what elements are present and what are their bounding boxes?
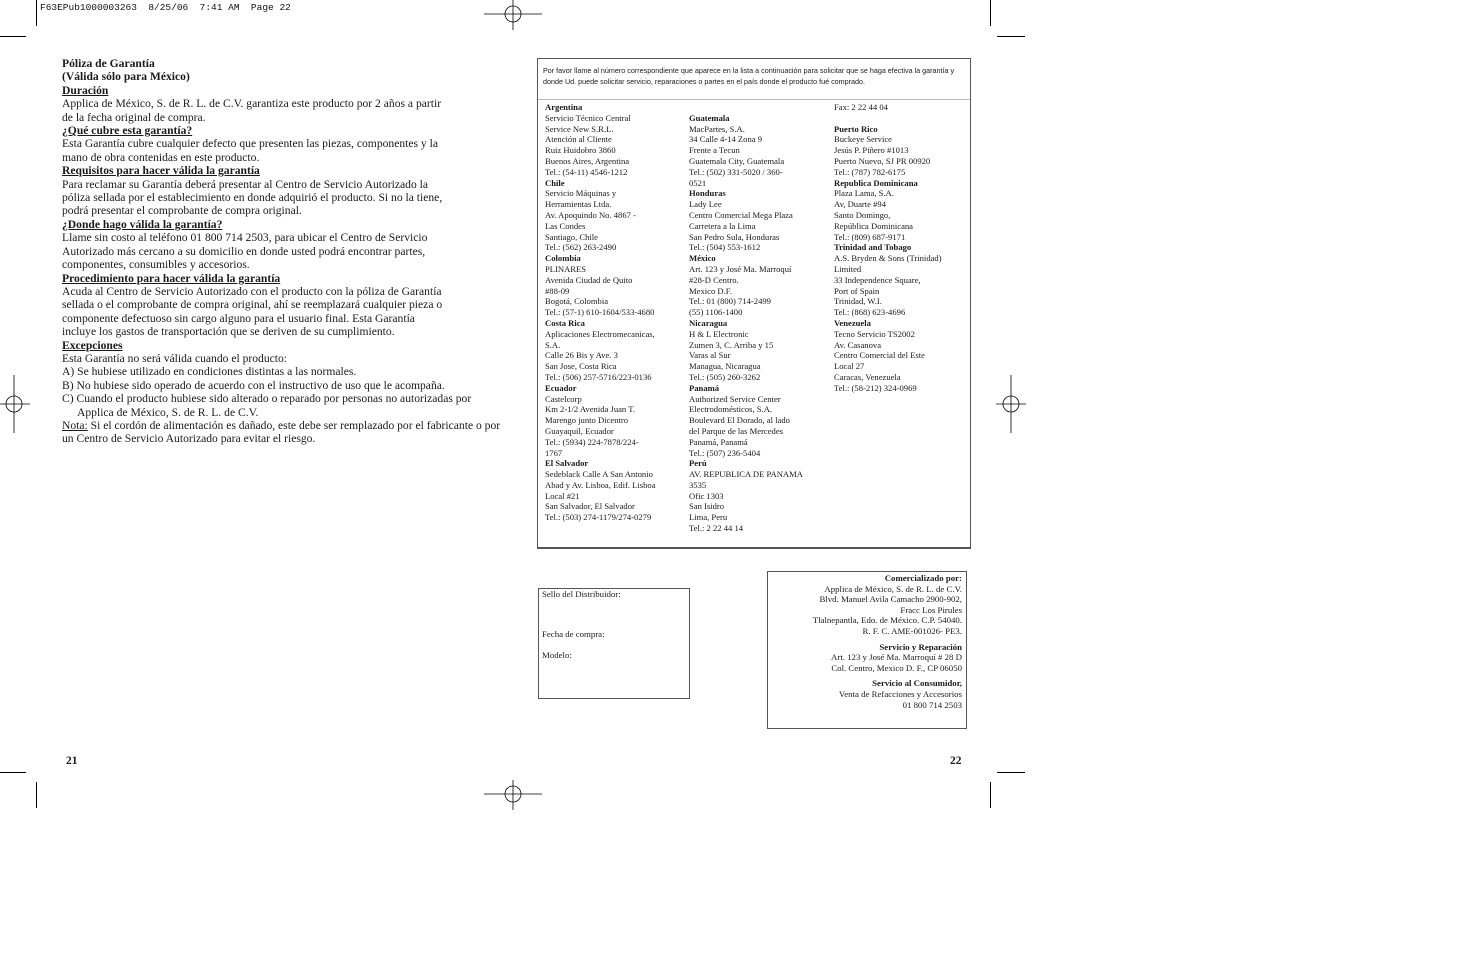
commercial-heading: Comercializado por: (884, 573, 962, 583)
country-name: Chile (545, 177, 565, 188)
address-line: San Pedro Sula, Honduras (689, 231, 780, 242)
address-line: Buckeye Service (834, 134, 892, 145)
warranty-policy (62, 57, 502, 446)
address-line: Tel.: (504) 553-1612 (689, 242, 761, 253)
address-line: Abad y Av. Lisboa, Edif. Lisboa (545, 479, 656, 490)
address-line: #88-09 (545, 285, 570, 296)
page-number-right: 22 (950, 755, 962, 767)
address-line: S.A. (545, 339, 561, 350)
exception-item: B) No hubiese sido operado de acuerdo con el instructivo de uso que le acompaña. (62, 378, 445, 392)
address-line: 3535 (689, 479, 707, 490)
address-line: Tel.: (5934) 224-7878/224- (545, 436, 639, 447)
address-line: República Dominicana (834, 220, 913, 231)
address-line: Centro Comercial Mega Plaza (689, 209, 793, 220)
section-line: componentes, consumibles y accesorios. (62, 258, 250, 272)
print-slug: F63EPub1000003263 8/25/06 7:41 AM Page 22 (40, 2, 291, 13)
section-heading: ¿Donde hago válida la garantía? (62, 217, 223, 231)
divider (538, 99, 970, 100)
address-line: 34 Calle 4-14 Zona 9 (689, 134, 763, 145)
address-line: Guayaquil, Ecuador (545, 425, 614, 436)
address-line: Panamá, Panamá (689, 436, 748, 447)
address-line: Tel.: (809) 687-9171 (834, 231, 906, 242)
address-line: Centro Comercial del Este (834, 350, 925, 361)
section-line: de la fecha original de compra. (62, 110, 206, 124)
service-heading: Servicio y Reparación (879, 641, 962, 652)
service-line: Art. 123 y José Ma. Marroquí # 28 D (831, 652, 962, 663)
address-line: Tel.: (506) 257-5716/223-0136 (545, 371, 652, 382)
service-directory-box (537, 58, 971, 549)
address-line: Local 27 (834, 361, 865, 372)
warranty-subtitle: (Válida sólo para México) (62, 70, 190, 84)
address-line: Zumen 3, C. Arriba y 15 (689, 339, 774, 350)
section-line: componente defectuoso sin cargo alguno para el usuario final. Esta Garantía (62, 311, 415, 325)
address-line: Jesús P. Piñero #1013 (834, 145, 909, 156)
country-name: Costa Rica (545, 317, 585, 328)
address-line: Tecno Servicio TS2002 (834, 328, 915, 339)
country-name: Guatemala (689, 112, 730, 123)
address-line: Lima, Peru (689, 512, 728, 523)
address-line: Local #21 (545, 490, 580, 501)
crop-mark (990, 0, 991, 26)
registration-mark-left (0, 375, 30, 433)
address-line: Tel.: 2 22 44 14 (689, 523, 744, 534)
crop-mark (997, 772, 1025, 773)
section-heading: Requisitos para hacer válida la garantía (62, 164, 260, 178)
address-line: Calle 26 Bis y Ave. 3 (545, 350, 618, 361)
address-line: MacPartes, S.A. (689, 123, 745, 134)
address-line: Service New S.R.L. (545, 123, 614, 134)
address-line: Marengo junto Dicentro (545, 415, 629, 426)
address-line: Guatemala City, Guatemala (689, 155, 785, 166)
section-line: Para reclamar su Garantía deberá presentar al Centro de Servicio Autorizado la (62, 177, 429, 191)
address-line: Frente a Tecun (689, 145, 740, 156)
section-line: Acuda al Centro de Servicio Autorizado con el producto con la póliza de Garantía (62, 284, 442, 298)
address-line: Av. Apoquindo No. 4867 - (545, 209, 636, 220)
address-line: Tel.: (57-1) 610-1604/533-4680 (545, 307, 655, 318)
address-line: Km 2-1/2 Avenida Juan T. (545, 404, 635, 415)
address-line: Electrodomésticos, S.A. (689, 404, 773, 415)
address-line: Tel.: (787) 782-6175 (834, 166, 906, 177)
commercial-info-box (767, 571, 967, 729)
crop-mark (0, 772, 26, 773)
section-line: Esta Garantía cubre cualquier defecto que presenten las piezas, componentes y la (62, 137, 438, 151)
directory-column-1 (545, 102, 656, 523)
address-line: del Parque de las Mercedes (689, 425, 784, 436)
exception-item: C) Cuando el producto hubiese sido alterado o reparado por personas no autorizadas por Applica de México, S. de R. L. de C.V. (62, 392, 472, 419)
country-name: Perú (689, 458, 707, 469)
crop-mark (990, 782, 991, 808)
address-line: Fax: 2 22 44 04 (834, 102, 888, 112)
address-line (689, 102, 803, 113)
address-line: Buenos Aires, Argentina (545, 155, 630, 166)
country-name: Trinidad and Tobago (834, 242, 912, 253)
country-name: Ecuador (545, 382, 577, 393)
address-line: Santiago, Chile (545, 231, 598, 242)
address-line: (55) 1106-1400 (689, 307, 743, 318)
section-line: Autorizado más cercano a su domicilio en donde usted podrá encontrar partes, (62, 244, 426, 258)
address-line: Santo Domingo, (834, 209, 891, 220)
address-line: Varas al Sur (689, 350, 731, 361)
address-line: Atención al Cliente (545, 134, 612, 145)
country-name: Argentina (545, 102, 583, 112)
commercial-line: R. F. C. AME-001026- PE3. (862, 625, 962, 636)
section-line: podrá presentar el comprobante de compra original. (62, 204, 302, 218)
page-number-left: 21 (66, 755, 78, 767)
service-line: Col. Centro, Mexico D. F., CP 06050 (831, 662, 962, 673)
address-line: Tel.: (505) 260-3262 (689, 371, 761, 382)
address-line: Av, Duarte #94 (834, 199, 887, 210)
address-line: Carretera a la Lima (689, 220, 756, 231)
address-line: Tel.: (54-11) 4546-1212 (545, 166, 628, 177)
section-line: sellada o el comprobante de compra original, ahí se reemplazará cualquier pieza o (62, 298, 443, 312)
address-line: PLINARES (545, 263, 587, 274)
address-line: Tel.: (503) 274-1179/274-0279 (545, 512, 652, 523)
note-text: Si el cordón de alimentación es dañado, este debe ser remplazado por el fabricante o por un Centro de Servicio Autorizado para evitar el riesgo. (62, 418, 501, 446)
consumer-line: Venta de Refacciones y Accesorios (838, 688, 962, 699)
address-line: 1767 (545, 447, 563, 458)
address-line: A.S. Bryden & Sons (Trinidad) (834, 253, 942, 264)
address-line: Tel.: (507) 236-5404 (689, 447, 761, 458)
warranty-title: Póliza de Garantía (62, 57, 155, 70)
country-name: Colombia (545, 253, 581, 264)
address-line: 33 Independence Square, (834, 274, 921, 285)
address-line: Authorized Service Center (689, 393, 781, 404)
section-heading: ¿Qué cubre esta garantía? (62, 124, 193, 138)
section-heading: Procedimiento para hacer válida la garantía (62, 271, 281, 285)
country-name: México (689, 253, 716, 264)
commercial-line: Applica de México, S. de R. L. de C.V. (824, 583, 962, 594)
registration-mark-bottom (484, 780, 542, 810)
purchase-date-label: Fecha de compra: (542, 629, 605, 639)
address-line: H & L Electronic (689, 328, 749, 339)
address-line: #28-D Centro. (689, 274, 739, 285)
section-line: Esta Garantía no será válida cuando el producto: (62, 351, 288, 365)
commercial-line: Tlalnepantla, Edo. de México. C.P. 54040. (812, 615, 962, 626)
address-line: Aplicaciones Electromecanicas, (545, 328, 655, 339)
address-line: Ruiz Huidobro 3860 (545, 145, 616, 156)
crop-mark (36, 782, 37, 808)
note (62, 419, 502, 446)
address-line: Avenida Ciudad de Quito (545, 274, 633, 285)
country-name: Panamá (689, 382, 720, 393)
country-name: Republica Dominicana (834, 177, 918, 188)
commercial-line: Fracc Los Pirules (900, 604, 962, 615)
address-line: Port of Spain (834, 285, 880, 296)
crop-mark (997, 36, 1025, 37)
distributor-seal-box (538, 588, 690, 699)
address-line: Tel.: (562) 263-2490 (545, 242, 617, 253)
distributor-seal-label: Sello del Distribuidor: (542, 589, 621, 599)
address-line: Sedeblack Calle A San Antonio (545, 469, 653, 480)
address-line: Av. Casanova (834, 339, 882, 350)
registration-mark-top (484, 0, 542, 30)
address-line: Trinidad, W.I. (834, 296, 882, 307)
address-line: Ofic 1303 (689, 490, 724, 501)
address-line: Servicio Técnico Central (545, 112, 631, 123)
address-line: Las Condes (545, 220, 586, 231)
address-line: Herramientas Ltda. (545, 199, 612, 210)
address-line: Plaza Lama, S.A. (834, 188, 894, 199)
address-line: San Salvador, El Salvador (545, 501, 635, 512)
section-line: incluye los gastos de transportación que se deriven de su cumplimiento. (62, 325, 395, 339)
address-line: 0521 (689, 177, 707, 188)
address-line: Caracas, Venezuela (834, 371, 901, 382)
section-line: mano de obra contenidas en este producto. (62, 150, 260, 164)
address-line (834, 113, 942, 124)
address-line: Art. 123 y José Ma. Marroquí (689, 263, 792, 274)
section-line: Applica de México, S. de R. L. de C.V. garantiza este producto por 2 años a partir (62, 97, 442, 111)
address-line: Tel.: (58-212) 324-0969 (834, 382, 917, 393)
directory-column-3 (834, 102, 942, 394)
address-line: San Jose, Costa Rica (545, 361, 617, 372)
section-line: póliza sellada por el establecimiento en donde adquirió el producto. Si no la tiene, (62, 191, 443, 205)
country-name: Puerto Rico (834, 123, 878, 134)
address-line: Mexico D.F. (689, 285, 732, 296)
address-line: Servicio Máquinas y (545, 188, 617, 199)
country-name: Venezuela (834, 317, 871, 328)
exception-item: A) Se hubiese utilizado en condiciones distintas a las normales. (62, 365, 357, 379)
address-line: AV. REPUBLICA DE PANAMA (689, 469, 803, 480)
address-line: Tel.: (868) 623-4696 (834, 307, 906, 318)
section-heading: Excepciones (62, 338, 123, 352)
address-line: Castelcorp (545, 393, 582, 404)
country-name: El Salvador (545, 458, 589, 469)
address-line: Tel.: 01 (800) 714-2499 (689, 296, 771, 307)
country-name: Honduras (689, 188, 726, 199)
note-label: Nota: (62, 418, 88, 432)
address-line: Lady Lee (689, 199, 722, 210)
address-line: Limited (834, 263, 862, 274)
section-heading: Duración (62, 83, 109, 97)
section-line: Llame sin costo al teléfono 01 800 714 2503, para ubicar el Centro de Servicio (62, 231, 428, 245)
address-line: San Isidro (689, 501, 725, 512)
crop-mark (36, 0, 37, 26)
directory-column-2 (689, 102, 803, 534)
address-line: Managua, Nicaragua (689, 361, 761, 372)
crop-mark (0, 36, 26, 37)
address-line: Puerto Nuevo, SJ PR 00920 (834, 155, 931, 166)
address-line: Bogotá, Colombia (545, 296, 609, 307)
consumer-line: 01 800 714 2503 (902, 699, 962, 710)
commercial-line: Blvd. Manuel Avila Camacho 2900-902, (819, 594, 962, 605)
address-line: Boulevard El Dorado, al lado (689, 415, 790, 426)
country-name: Nicaragua (689, 317, 728, 328)
registration-mark-right (996, 375, 1026, 433)
address-line: Tel.: (502) 331-5020 / 360- (689, 166, 783, 177)
model-label: Modelo: (542, 650, 572, 660)
directory-intro: Por favor llame al número correspondiente que aparece en la lista a continuación para solicitar que se haga efectiva la garantía y donde Ud. puede solicitar servicio, reparaciones o partes en el país donde el producto fué comprado. (543, 66, 955, 86)
consumer-heading: Servicio al Consumidor, (872, 678, 962, 689)
